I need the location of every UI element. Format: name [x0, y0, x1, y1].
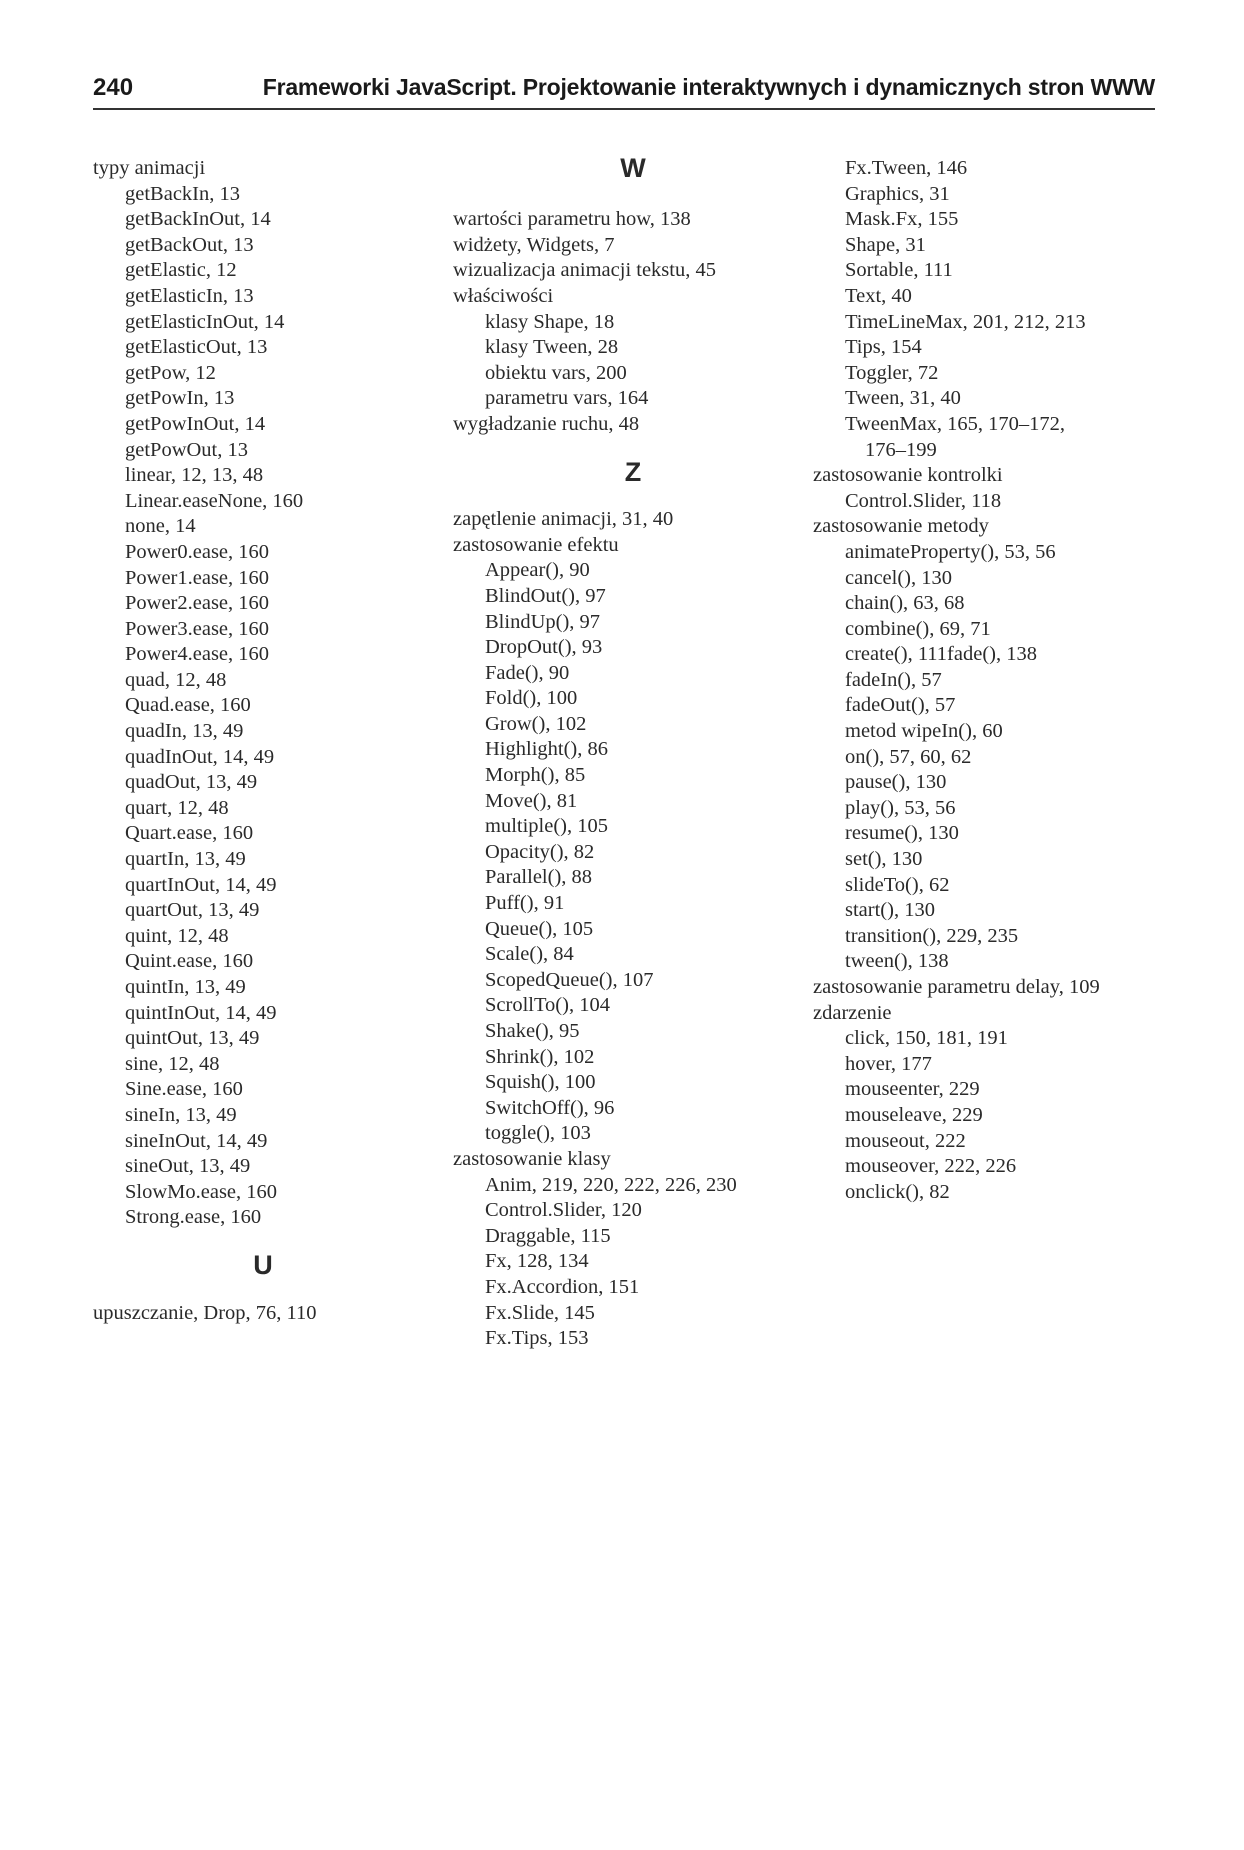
index-subterm: Opacity(), 82: [485, 840, 595, 863]
section-letter-u: U: [253, 1249, 273, 1280]
index-subterm: Grow(), 102: [485, 712, 587, 735]
index-subterm: DropOut(), 93: [485, 636, 603, 659]
index-subterm: klasy Tween, 28: [485, 336, 619, 359]
index-subterm: Fold(), 100: [485, 687, 578, 710]
index-subterm: Squish(), 100: [485, 1071, 596, 1094]
index-subterm: Power0.ease, 160: [125, 540, 270, 563]
index-subterm: getElasticInOut, 14: [125, 310, 285, 333]
index-subterm: Control.Slider, 118: [845, 489, 1002, 512]
index-subterm: Power2.ease, 160: [125, 592, 270, 615]
index-subterm: parametru vars, 164: [485, 387, 649, 410]
index-subterm: multiple(), 105: [485, 815, 608, 838]
index-subterm: quintIn, 13, 49: [125, 976, 246, 998]
index-subterm: getPowOut, 13: [125, 438, 248, 461]
index-subterm: Quint.ease, 160: [125, 950, 254, 973]
index-term: zdarzenie: [813, 1001, 892, 1024]
index-term: widżety, Widgets, 7: [453, 233, 615, 256]
index-subterm: getPowInOut, 14: [125, 412, 266, 435]
index-subterm: Scale(), 84: [485, 943, 574, 966]
index-subterm: metod wipeIn(), 60: [845, 720, 1003, 743]
index-column-2: [453, 153, 813, 1352]
index-subterm: sine, 12, 48: [125, 1052, 220, 1075]
index-subterm: quintOut, 13, 49: [125, 1027, 260, 1050]
col1-entries: [93, 156, 433, 1231]
index-subterm: klasy Shape, 18: [485, 310, 615, 333]
index-subterm: ScopedQueue(), 107: [485, 968, 654, 991]
index-subterm: BlindUp(), 97: [485, 610, 601, 633]
index-subterm: obiektu vars, 200: [485, 361, 627, 384]
index-subterm: SlowMo.ease, 160: [125, 1180, 278, 1203]
index-term: typy animacji: [93, 157, 206, 179]
col1-section-u-entries: [93, 1301, 433, 1327]
index-subterm: Move(), 81: [485, 789, 578, 812]
index-subterm: getElasticIn, 13: [125, 284, 254, 307]
index-subterm: Graphics, 31: [845, 182, 950, 205]
index-subterm: mouseout, 222: [845, 1129, 966, 1152]
index-subterm: none, 14: [125, 515, 196, 538]
index-subterm: Strong.ease, 160: [125, 1206, 262, 1229]
index-term: wartości parametru how, 138: [453, 208, 691, 231]
index-subterm: pause(), 130: [845, 771, 947, 794]
index-term: zapętlenie animacji, 31, 40: [453, 508, 674, 531]
index-subterm: Control.Slider, 120: [485, 1199, 642, 1222]
header-rule: [93, 108, 1155, 110]
index-subterm: resume(), 130: [845, 822, 959, 845]
index-subterm: linear, 12, 13, 48: [125, 464, 264, 487]
index-subterm: start(), 130: [845, 899, 935, 922]
section-letter-w: W: [620, 153, 646, 183]
section-letter-z: Z: [624, 456, 642, 487]
index-term: wizualizacja animacji tekstu, 45: [453, 259, 716, 282]
index-subterm: play(), 53, 56: [845, 796, 956, 819]
index-subterm: SwitchOff(), 96: [485, 1096, 615, 1119]
index-subterm: Highlight(), 86: [485, 738, 608, 761]
index-subterm: Tween, 31, 40: [845, 387, 961, 410]
index-subterm: Morph(), 85: [485, 764, 586, 787]
index-subterm: toggle(), 103: [485, 1122, 591, 1145]
index-subterm: quartIn, 13, 49: [125, 848, 246, 871]
index-subterm: Power4.ease, 160: [125, 643, 270, 666]
index-subterm: set(), 130: [845, 848, 923, 871]
col2-section-w-entries: [453, 207, 813, 437]
index-term: zastosowanie metody: [813, 515, 989, 538]
index-subterm: 176–199: [865, 438, 937, 461]
index-subterm: ScrollTo(), 104: [485, 994, 610, 1017]
index-subterm: quadOut, 13, 49: [125, 771, 258, 794]
index-subterm: click, 150, 181, 191: [845, 1027, 1008, 1050]
index-subterm: getBackIn, 13: [125, 182, 240, 205]
index-subterm: sineInOut, 14, 49: [125, 1129, 268, 1152]
index-subterm: Puff(), 91: [485, 892, 565, 915]
index-subterm: quadIn, 13, 49: [125, 720, 244, 743]
page-number: 240: [93, 74, 134, 101]
index-subterm: Tips, 154: [845, 336, 922, 359]
col3-entries: [813, 156, 1173, 1205]
index-term: zastosowanie klasy: [453, 1147, 611, 1170]
index-subterm: getBackOut, 13: [125, 233, 254, 256]
index-subterm: Power3.ease, 160: [125, 617, 270, 640]
index-subterm: Sortable, 111: [845, 259, 953, 282]
spacer: [453, 485, 813, 507]
index-subterm: Parallel(), 88: [485, 866, 593, 889]
index-subterm: hover, 177: [845, 1052, 932, 1075]
index-subterm: quadInOut, 14, 49: [125, 745, 275, 768]
index-term: zastosowanie parametru delay, 109: [813, 976, 1100, 998]
index-subterm: Mask.Fx, 155: [845, 208, 959, 231]
index-subterm: Shake(), 95: [485, 1020, 580, 1042]
col2-section-z-entries: [453, 507, 813, 1352]
index-subterm: TweenMax, 165, 170–172,: [845, 412, 1066, 435]
spacer: [93, 1279, 433, 1301]
index-subterm: mouseenter, 229: [845, 1078, 980, 1101]
index-subterm: Fx, 128, 134: [485, 1250, 589, 1273]
index-subterm: Sine.ease, 160: [125, 1078, 243, 1101]
index-subterm: Shape, 31: [845, 233, 926, 256]
index-subterm: getBackInOut, 14: [125, 208, 271, 231]
index-term: właściwości: [453, 284, 554, 307]
index-subterm: Queue(), 105: [485, 917, 594, 940]
index-subterm: Power1.ease, 160: [125, 566, 270, 589]
index-subterm: Draggable, 115: [485, 1224, 611, 1247]
index-subterm: Fx.Accordion, 151: [485, 1275, 640, 1298]
index-subterm: Fx.Slide, 145: [485, 1301, 595, 1324]
index-subterm: animateProperty(), 53, 56: [845, 540, 1056, 563]
index-subterm: onclick(), 82: [845, 1180, 950, 1203]
index-subterm: TimeLineMax, 201, 212, 213: [845, 310, 1086, 333]
index-term: wygładzanie ruchu, 48: [453, 412, 640, 435]
index-subterm: create(), 111fade(), 138: [845, 643, 1037, 666]
index-subterm: quart, 12, 48: [125, 796, 229, 819]
index-subterm: Toggler, 72: [845, 361, 939, 384]
index-subterm: getElasticOut, 13: [125, 336, 268, 359]
index-subterm: tween(), 138: [845, 950, 949, 973]
page-header: [93, 70, 1155, 110]
index-subterm: quintInOut, 14, 49: [125, 1001, 277, 1024]
spacer: [453, 182, 813, 208]
index-column-3: [813, 156, 1173, 1205]
running-title: Frameworki JavaScript. Projektowanie interaktywnych i dynamicznych stron WWW: [262, 74, 1155, 100]
index-subterm: getPowIn, 13: [125, 387, 235, 410]
index-subterm: chain(), 63, 68: [845, 592, 965, 615]
index-subterm: BlindOut(), 97: [485, 584, 606, 607]
index-subterm: getPow, 12: [125, 361, 216, 384]
index-subterm: Appear(), 90: [485, 559, 590, 582]
index-subterm: slideTo(), 62: [845, 873, 950, 896]
index-subterm: Quad.ease, 160: [125, 694, 251, 717]
index-column-1: [93, 156, 433, 1326]
index-subterm: transition(), 229, 235: [845, 924, 1019, 947]
index-subterm: Linear.easeNone, 160: [125, 489, 304, 512]
index-subterm: quint, 12, 48: [125, 924, 229, 947]
index-subterm: on(), 57, 60, 62: [845, 745, 972, 768]
index-subterm: Quart.ease, 160: [125, 822, 254, 845]
index-subterm: Fx.Tips, 153: [485, 1327, 589, 1350]
index-subterm: combine(), 69, 71: [845, 617, 991, 640]
index-subterm: quartOut, 13, 49: [125, 899, 260, 922]
index-subterm: quad, 12, 48: [125, 668, 227, 691]
index-subterm: Anim, 219, 220, 222, 226, 230: [485, 1173, 737, 1196]
index-subterm: sineOut, 13, 49: [125, 1155, 251, 1178]
index-subterm: sineIn, 13, 49: [125, 1103, 237, 1126]
index-subterm: cancel(), 130: [845, 566, 952, 589]
index-subterm: getElastic, 12: [125, 259, 237, 282]
index-subterm: Shrink(), 102: [485, 1045, 595, 1068]
index-term: upuszczanie, Drop, 76, 110: [93, 1301, 317, 1324]
index-subterm: quartInOut, 14, 49: [125, 873, 277, 896]
index-subterm: mouseover, 222, 226: [845, 1155, 1017, 1178]
index-subterm: Fx.Tween, 146: [845, 157, 968, 179]
index-subterm: fadeIn(), 57: [845, 668, 942, 691]
index-term: zastosowanie efektu: [453, 533, 619, 556]
index-term: zastosowanie kontrolki: [813, 464, 1003, 487]
index-subterm: Fade(), 90: [485, 661, 570, 684]
index-subterm: fadeOut(), 57: [845, 694, 956, 717]
index-subterm: mouseleave, 229: [845, 1103, 983, 1126]
index-subterm: Text, 40: [845, 284, 912, 307]
